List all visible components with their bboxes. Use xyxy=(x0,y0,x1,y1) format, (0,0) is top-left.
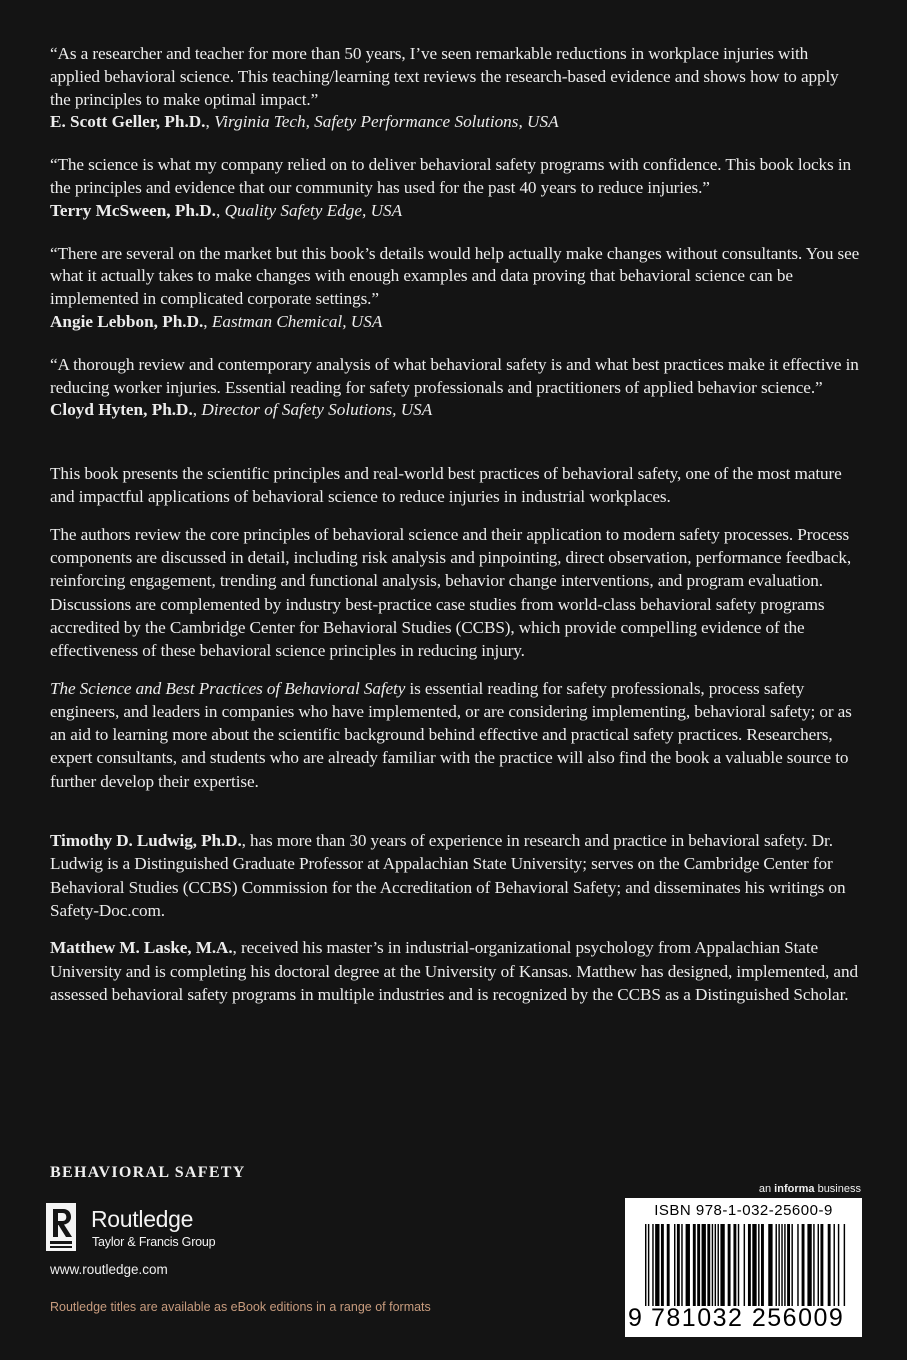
barcode-bar xyxy=(797,1224,798,1306)
informa-suffix: business xyxy=(814,1183,861,1195)
endorsement-2 xyxy=(50,154,860,222)
barcode-bar xyxy=(686,1224,690,1306)
barcode-bar xyxy=(818,1224,819,1306)
author-bio-text: , received his master’s in industrial-organizational psychology from Appalachian State University and is completing his doctoral degree at the University of Kansas. Matthew has designed, implemented, and assessed behavioral safety programs in multiple industries and is recognized by the CCBS as a Distinguished Scholar. xyxy=(50,938,858,1004)
barcode-bar xyxy=(645,1224,646,1306)
description-paragraph-3-text: is essential reading for safety professionals, process safety engineers, and leaders in companies who have implemented, or are considering implementing, behavioral safety; or as an aid to learning more about the scientific background behind effective and practical safety practices. Researchers, expert consultants, and students who are already familiar with the practice will also find the book a valuable source to further develop their expertise. xyxy=(50,678,852,791)
barcode-bar xyxy=(733,1224,736,1306)
barcode-bar xyxy=(761,1224,764,1306)
endorsement-attribution: Terry McSween, Ph.D., Quality Safety Edge, USA xyxy=(50,200,403,220)
barcode-bar xyxy=(813,1224,814,1306)
barcode-digits-rest: 781032 256009 xyxy=(651,1304,845,1332)
description-paragraph-1: This book presents the scientific principles and real-world best practices of behavioral safety, one of the most mature and impactful applications of behavioral science to reduce injuries in industrial workplaces. xyxy=(50,464,842,507)
barcode-bar xyxy=(807,1224,811,1306)
barcode-bar xyxy=(784,1224,785,1306)
book-title: The Science and Best Practices of Behavioral Safety xyxy=(50,678,406,698)
barcode-bar xyxy=(648,1224,649,1306)
endorsement-attribution: Cloyd Hyten, Ph.D., Director of Safety Solutions, USA xyxy=(50,400,433,420)
barcode-bar xyxy=(715,1224,716,1306)
informa-prefix: an xyxy=(758,1183,775,1195)
barcode-bar xyxy=(702,1224,706,1306)
endorsement-quote: “As a researcher and teacher for more than 50 years, I’ve seen remarkable reductions in workplace injuries with applied behavioral science. This teaching/learning text reviews the research-based evidence and shows how to apply the principles to make optimal impact.” xyxy=(50,44,839,109)
barcode-bar xyxy=(674,1224,675,1306)
isbn-barcode xyxy=(625,1198,862,1337)
barcode-bar xyxy=(681,1224,682,1306)
barcode-bar xyxy=(707,1224,710,1306)
endorsement-quote: “A thorough review and contemporary analysis of what behavioral safety is and what best practices make it effective in reducing worker injuries. Essential reading for safety professionals and practitioners of applied behavior science.” xyxy=(50,354,859,397)
barcode-bar xyxy=(738,1224,739,1306)
barcode-digit-first: 9 xyxy=(628,1304,644,1332)
barcode-bar xyxy=(744,1224,745,1306)
barcode-bar xyxy=(776,1224,777,1306)
endorser-name: E. Scott Geller, Ph.D. xyxy=(50,112,206,132)
barcode-bar xyxy=(712,1224,713,1306)
barcode-bar xyxy=(781,1224,782,1306)
barcode-bar xyxy=(661,1224,664,1306)
routledge-r-icon xyxy=(46,1203,76,1251)
subject-category: BEHAVIORAL SAFETY xyxy=(50,1164,246,1181)
endorser-affiliation: Eastman Chemical, USA xyxy=(211,311,383,331)
barcode-bar xyxy=(718,1224,719,1306)
ebook-note: Routledge titles are available as eBook editions in a range of formats xyxy=(50,1300,431,1314)
author-bio-text: , has more than 30 years of experience in research and practice in behavioral safety. Dr. Ludwig is a Distinguished Graduate Professor at Appalachian State University; serves on the Cambridge Center for Behavioral Studies (CCBS) Commission for the Accreditation of Behavioral Safety; and disseminates his writings on Safety-Doc.com. xyxy=(50,831,846,920)
description-paragraph-3 xyxy=(50,677,860,793)
endorsement-attribution: E. Scott Geller, Ph.D., Virginia Tech, Safety Performance Solutions, USA xyxy=(50,112,559,132)
publisher-logo xyxy=(46,1203,266,1255)
endorser-name: Terry McSween, Ph.D. xyxy=(50,200,216,220)
barcode-bar xyxy=(828,1224,831,1306)
endorsement-quote: “There are several on the market but this book’s details would help actually make changes without consultants. You see what it actually takes to make changes with enough examples and data proving that behavioral science can be implemented in complicated corporate settings.” xyxy=(50,243,860,309)
barcode-bar xyxy=(838,1224,839,1306)
barcode-bar xyxy=(778,1224,779,1306)
barcode-bar xyxy=(820,1224,823,1306)
endorsement-attribution: Angie Lebbon, Ph.D., Eastman Chemical, USA xyxy=(50,311,383,331)
endorser-affiliation: Director of Safety Solutions, USA xyxy=(201,400,433,420)
informa-business-tagline xyxy=(759,1183,861,1195)
endorser-affiliation: Virginia Tech, Safety Performance Solutions, USA xyxy=(214,112,559,132)
barcode-bar xyxy=(748,1224,751,1306)
back-cover-text xyxy=(50,43,860,1020)
barcode-bar xyxy=(697,1224,700,1306)
endorsement-1 xyxy=(50,43,860,134)
author-name: Timothy D. Ludwig, Ph.D. xyxy=(50,831,242,851)
barcode-bar xyxy=(787,1224,790,1306)
barcode-bar xyxy=(693,1224,696,1306)
barcode-bar xyxy=(844,1224,845,1306)
endorsement-quote: “The science is what my company relied on to deliver behavioral safety programs with confidence. This book locks in the principles and evidence that our community has used for the past 40 years to reduce injuries.” xyxy=(50,155,852,197)
barcode-bar xyxy=(667,1224,670,1306)
endorser-affiliation: Quality Safety Edge, USA xyxy=(224,200,403,220)
endorser-name: Angie Lebbon, Ph.D. xyxy=(50,311,204,331)
barcode-digits xyxy=(625,1304,862,1334)
barcode-bar xyxy=(758,1224,759,1306)
barcode-bar xyxy=(802,1224,805,1306)
publisher-name: Routledge xyxy=(91,1206,194,1232)
publisher-group: Taylor & Francis Group xyxy=(92,1235,216,1249)
barcode-bar xyxy=(791,1224,792,1306)
barcode-bar xyxy=(728,1224,731,1306)
endorser-name: Cloyd Hyten, Ph.D. xyxy=(50,400,193,420)
barcode-bar xyxy=(768,1224,772,1306)
barcode-bar xyxy=(720,1224,724,1306)
author-bio-2 xyxy=(50,936,860,1006)
barcode-bar xyxy=(652,1224,653,1306)
description-paragraph-2: The authors review the core principles of behavioral science and their application to modern safety processes. Process components are discussed in detail, including risk analysis and pinpointing, direct observation, performance feedback, reinforcing engagement, trending and functional analysis, behavior change interventions, and program evaluation. Discussions are complemented by industry best-practice case studies from world-class behavioral safety programs accredited by the Cambridge Center for Behavioral Studies (CCBS), which provide compelling evidence of the effectiveness of these behavioral science principles in reducing injury. xyxy=(50,524,852,661)
publisher-website: www.routledge.com xyxy=(50,1262,168,1277)
barcode-bar xyxy=(677,1224,680,1306)
endorsement-4 xyxy=(50,354,860,422)
barcode-bar xyxy=(834,1224,835,1306)
author-bio-1 xyxy=(50,829,860,922)
endorsement-3 xyxy=(50,243,860,334)
barcode-bar xyxy=(655,1224,659,1306)
barcode-bar xyxy=(752,1224,756,1306)
barcode-bars xyxy=(639,1224,849,1306)
author-name: Matthew M. Laske, M.A. xyxy=(50,938,233,958)
informa-brand: informa xyxy=(774,1183,815,1195)
isbn-label: ISBN 978-1-032-25600-9 xyxy=(654,1202,833,1219)
